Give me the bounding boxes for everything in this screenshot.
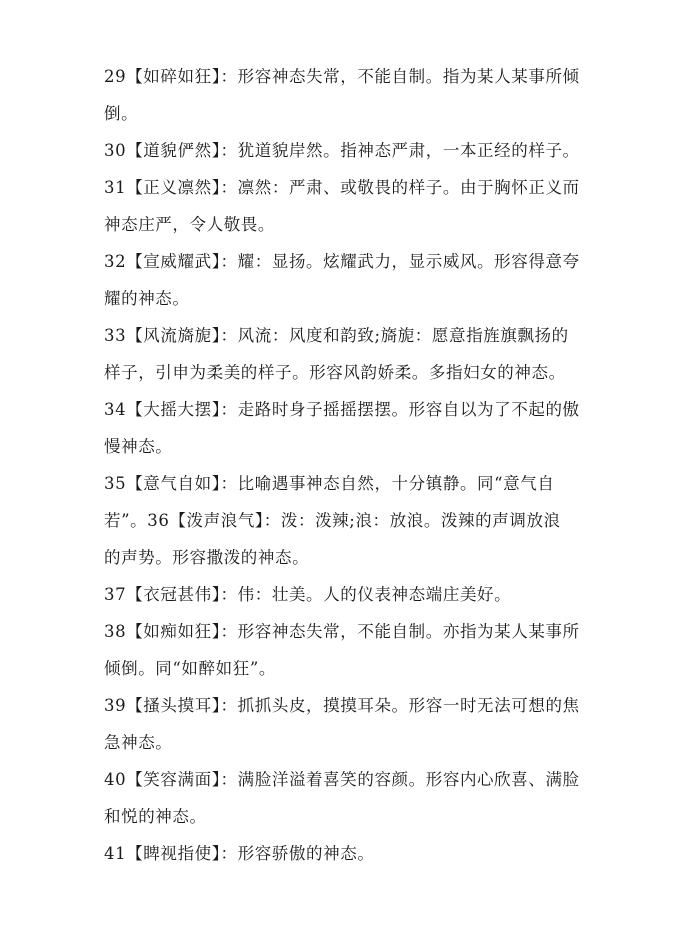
text-line: 31【正义凛然】：凛然：严肃、或敬畏的样子。由于胸怀正义而 <box>104 178 580 197</box>
text-line: 29【如碎如狂】：形容神态失常，不能自制。指为某人某事所倾 <box>104 67 580 86</box>
text-line: 40【笑容满面】：满脸洋溢着喜笑的容颜。形容内心欣喜、满脸 <box>104 770 580 789</box>
text-line: 39【搔头摸耳】：抓抓头皮，摸摸耳朵。形容一时无法可想的焦 <box>104 696 580 715</box>
text-line: 倒。 <box>104 104 139 123</box>
text-line: 37【衣冠甚伟】：伟：壮美。人的仪表神态端庄美好。 <box>104 585 512 604</box>
text-line: 神态庄严，令人敬畏。 <box>104 215 275 234</box>
text-line: 样子，引申为柔美的样子。形容风韵娇柔。多指妇女的神态。 <box>104 363 566 382</box>
text-line: 41【睥视指使】：形容骄傲的神态。 <box>104 844 375 863</box>
text-line: 34【大摇大摆】：走路时身子摇摇摆摆。形容自以为了不起的傲 <box>104 400 580 419</box>
text-line: 急神态。 <box>104 733 173 752</box>
document-body <box>104 58 604 872</box>
text-line: 和悦的神态。 <box>104 807 207 826</box>
text-line: 若”。36【泼声浪气】：泼：泼辣;浪：放浪。泼辣的声调放浪 <box>104 511 561 530</box>
text-line: 32【宣威耀武】：耀：显扬。炫耀武力，显示威风。形容得意夸 <box>104 252 580 271</box>
text-line: 慢神态。 <box>104 437 173 456</box>
text-line: 耀的神态。 <box>104 289 190 308</box>
text-line: 35【意气自如】：比喻遇事神态自然，十分镇静。同“意气自 <box>104 474 555 493</box>
text-line: 30【道貌俨然】：犹道貌岸然。指神态严肃，一本正经的样子。 <box>104 141 580 160</box>
text-line: 倾倒。同“如醉如狂”。 <box>104 659 276 678</box>
text-line: 38【如痴如狂】：形容神态失常，不能自制。亦指为某人某事所 <box>104 622 580 641</box>
text-line: 33【风流旖旎】：风流：风度和韵致;旖旎：愿意指旌旗飘扬的 <box>104 326 569 345</box>
text-line: 的声势。形容撒泼的神态。 <box>104 548 310 567</box>
